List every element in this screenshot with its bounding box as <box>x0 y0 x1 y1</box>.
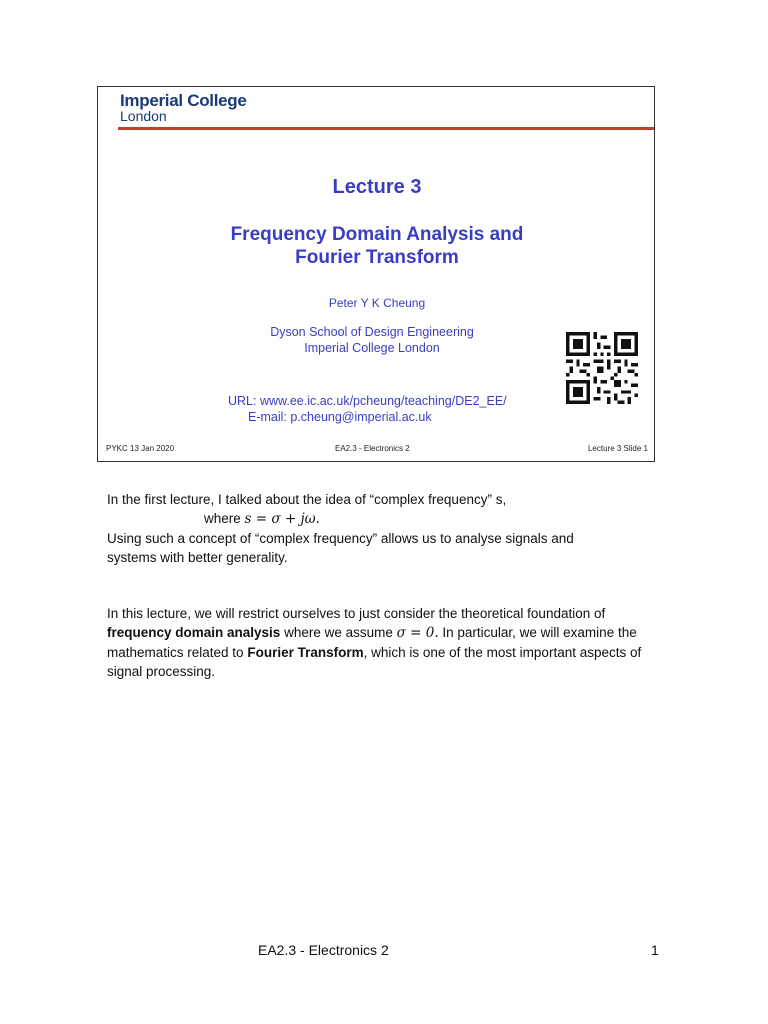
notes-paragraph-1 <box>107 490 657 567</box>
bold-frequency-domain-analysis: frequency domain analysis <box>107 625 281 640</box>
notes-line: systems with better generality. <box>107 550 288 565</box>
lecture-slide <box>97 86 655 462</box>
bold-fourier-transform: Fourier Transform <box>247 645 364 660</box>
notes-line: In the first lecture, I talked about the idea of “complex frequency” s, <box>107 492 507 507</box>
page-footer-course: EA2.3 - Electronics 2 <box>258 942 389 958</box>
contact-email: E-mail: p.cheung@imperial.ac.uk <box>248 410 432 424</box>
qr-code-icon <box>566 332 638 404</box>
slide-footer-slide-number: Lecture 3 Slide 1 <box>587 444 648 453</box>
notes-line: Using such a concept of “complex frequency” allows us to analyse signals and <box>107 531 574 546</box>
slide-title-line1: Frequency Domain Analysis and <box>230 224 524 245</box>
notes-text: where we assume <box>280 625 397 640</box>
logo-london: London <box>120 108 167 124</box>
slide-title-line2: Fourier Transform <box>295 247 459 268</box>
notes-where-line <box>107 509 657 529</box>
slide-footer-course: EA2.3 - Electronics 2 <box>335 444 410 453</box>
complex-frequency-equation: s = σ + jω. <box>244 511 320 527</box>
notes-text: In this lecture, we will restrict ourselves to just consider the theoretical foundation of <box>107 606 606 621</box>
notes-text: , which is one of the most important aspects of signal processing. <box>107 645 642 679</box>
notes-text: In particular, we will examine the mathematics related to <box>107 625 637 660</box>
notes-paragraph-2 <box>107 604 657 681</box>
notes-where-text: where <box>204 511 245 526</box>
header-rule <box>118 127 654 130</box>
sigma-equation: σ = 0. <box>396 625 439 641</box>
course-url: URL: www.ee.ic.ac.uk/pcheung/teaching/DE2_EE/ <box>228 394 507 408</box>
lecture-number: Lecture 3 <box>332 176 422 198</box>
author-name: Peter Y K Cheung <box>328 296 426 310</box>
school-name: Dyson School of Design Engineering <box>270 325 474 339</box>
slide-footer-author-date: PYKC 13 Jan 2020 <box>106 444 175 453</box>
institution-name: Imperial College London <box>304 341 440 355</box>
page-number: 1 <box>651 942 659 958</box>
logo-imperial-college: Imperial College <box>120 91 247 110</box>
